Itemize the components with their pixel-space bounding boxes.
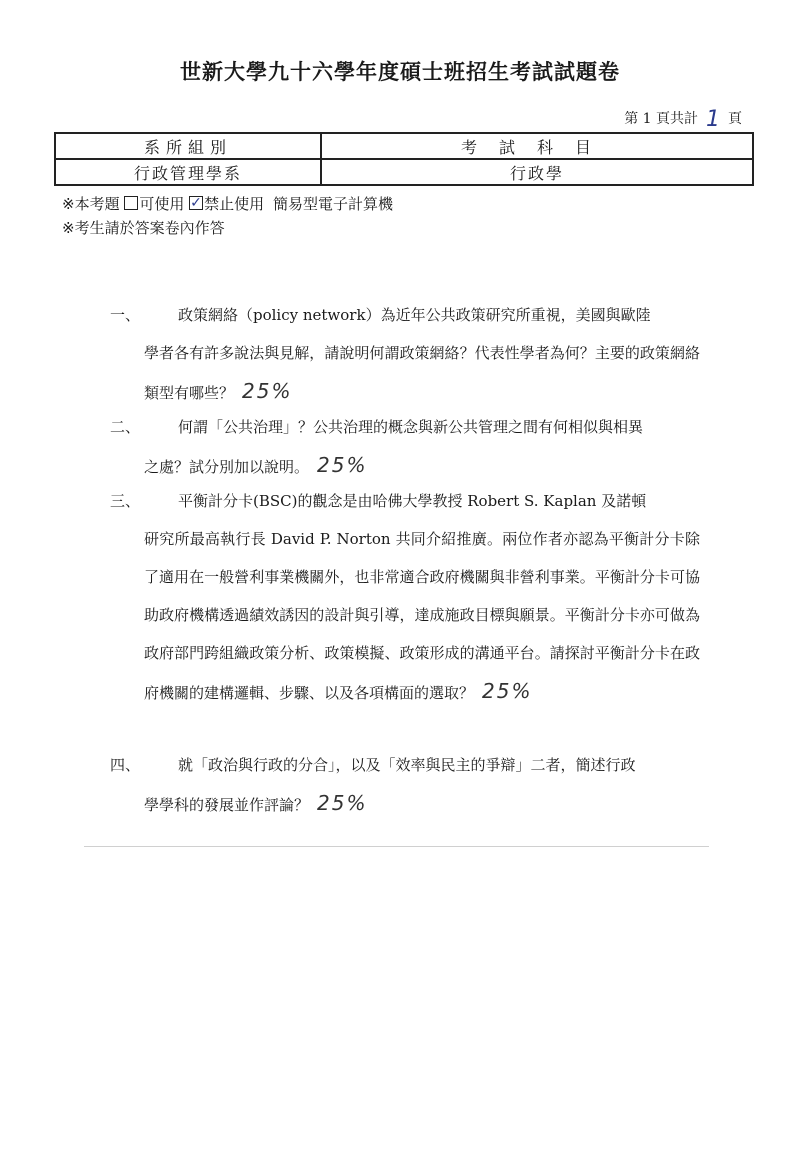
question-2: [110, 408, 700, 486]
question-text: 學者各有許多說法與見解，請說明何謂政策網絡？代表性學者為何？主要的政策網絡類型有哪些？: [144, 344, 700, 402]
subject-value: 行政學: [321, 159, 753, 185]
question-first-line: 平衡計分卡(BSC)的觀念是由哈佛大學教授 Robert S. Kaplan 及諾頓: [178, 492, 647, 510]
forbidden-checkbox: [189, 196, 203, 210]
question-score: 25%: [317, 453, 368, 477]
allowed-checkbox: [124, 196, 138, 210]
department-header: 系所組別: [55, 133, 321, 159]
page-count: [624, 107, 742, 132]
calculator-note-suffix: 簡易型電子計算機: [272, 195, 393, 213]
page-title: 世新大學九十六學年度碩士班招生考試試題卷: [180, 59, 620, 84]
question-score: 25%: [317, 791, 368, 815]
question-number: 二、: [110, 418, 141, 436]
question-number: 一、: [110, 306, 141, 324]
question-score: 25%: [482, 679, 533, 703]
page-count-prefix: 第 1 頁共計: [624, 111, 698, 127]
page-count-total: 1: [706, 107, 720, 132]
question-first-line: 就「政治與行政的分合」，以及「效率與民主的爭辯」二者，簡述行政: [178, 756, 636, 774]
question-body: [110, 784, 700, 824]
subject-header: 考試科目: [321, 133, 753, 159]
forbidden-label: 禁止使用: [204, 195, 265, 213]
exam-info-table: [54, 132, 754, 186]
answer-note: ※考生請於答案卷內作答: [62, 219, 225, 237]
calculator-note: [62, 192, 393, 216]
question-score: 25%: [242, 379, 293, 403]
question-text: 研究所最高執行長 David P. Norton 共同介紹推廣。兩位作者亦認為平衡計分卡除了適用在一般營利事業機關外，也非常適合政府機關與非營利事業。平衡計分卡可協助政府機構透過績效誘因的設計與引導，達成施政目標與願景。平衡計分卡亦可做為政府部門跨組織政策分析、政策模擬、政策形成的溝通平台。請探討平衡計分卡在政府機關的建構邏輯、步驟、以及各項構面的選取？: [144, 530, 700, 702]
allowed-label: 可使用: [139, 195, 185, 213]
department-value: 行政管理學系: [55, 159, 321, 185]
calculator-note-prefix: ※本考題: [62, 195, 120, 213]
question-text: 之處？試分別加以說明。: [144, 458, 310, 476]
question-first-line: 何謂「公共治理」？公共治理的概念與新公共管理之間有何相似與相異: [178, 418, 644, 436]
question-body: [110, 334, 700, 412]
question-body: [110, 446, 700, 486]
question-1: [110, 296, 700, 412]
question-number: 三、: [110, 492, 141, 510]
page-count-suffix: 頁: [728, 111, 742, 127]
question-text: 學學科的發展並作評論？: [144, 796, 310, 814]
question-4: [110, 746, 700, 824]
question-body: [110, 520, 700, 712]
exam-notes: [62, 192, 393, 240]
question-3: [110, 482, 700, 712]
question-number: 四、: [110, 756, 141, 774]
question-first-line: 政策網絡（policy network）為近年公共政策研究所重視，美國與歐陸: [178, 306, 651, 324]
bottom-divider: [84, 846, 709, 847]
